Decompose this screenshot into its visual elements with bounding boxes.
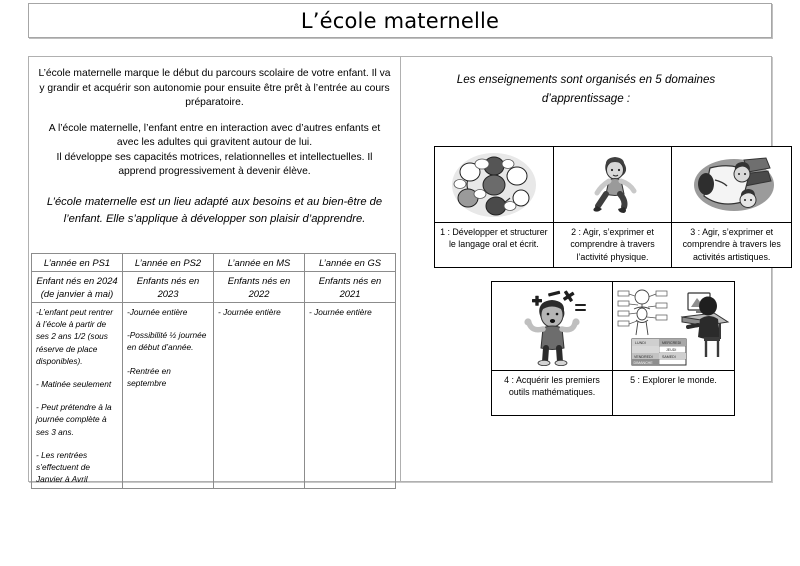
intro-paragraph-3: Il développe ses capacités motrices, relationnelles et intellectuelles. Il apprend progressivement à devenir élève. [56,151,373,177]
svg-text:DIMANCHE: DIMANCHE [633,361,653,365]
page-title: L’école maternelle [300,8,500,33]
svg-text:MERCREDI: MERCREDI [661,341,681,345]
table-cell-line: - Les rentrées s’effectuent de Janvier à Avril [36,449,90,485]
table-cell-line: -Possibilité ½ journée en début d’année. [127,330,207,353]
running-child-icon [554,147,672,223]
svg-text:VENDREDI: VENDREDI [633,355,653,359]
table-cell-gs [305,303,396,489]
domain-card-1 [435,147,554,267]
table-cell-line: -Journée entière [127,307,188,317]
table-cell-line: - Matinée seulement [36,379,112,390]
children-talking-circle-icon [435,147,553,223]
table-cell-line: - Journée entière [218,307,281,317]
table-subheader-row [32,272,396,303]
domain-card-4-caption: 4 : Acquérir les premiers outils mathématiques. [504,375,600,398]
domain-card-2 [554,147,673,267]
school-years-table [31,253,396,489]
table-cell-line: -L’enfant peut rentrer à l’école à partir de ses 2 ans 1/2 (sous réserve de place disponibles). [36,307,114,366]
svg-text:SAMEDI: SAMEDI [661,355,676,359]
domain-cards-row-top [434,146,792,268]
table-subheader-ms: Enfants nés en 2022 [214,272,305,303]
intro-paragraph-1: L’école maternelle marque le début du parcours scolaire de votre enfant. Il va y grandir et acquérir son autonomie pour ensuite être prêt à l’entrée au cours préparatoire. [38,68,391,108]
intro-text-block [37,67,392,228]
table-header-row [32,254,396,272]
table-cell-ms [214,303,305,489]
domain-card-1-caption: 1 : Développer et structurer le langage oral et écrit. [440,227,548,250]
page-title-banner [28,3,772,38]
child-with-math-symbols-icon [492,282,612,371]
domain-card-3-caption: 3 : Agir, s’exprimer et comprendre à travers les activités artistiques. [682,227,781,262]
domain-card-4 [492,282,613,415]
intro-paragraph-2: A l’école maternelle, l’enfant entre en interaction avec d’autres enfants et avec les adultes qui gravitent autour de lui. [48,122,381,148]
svg-text:JEUDI: JEUDI [665,348,676,352]
table-header-ms: L’année en MS [214,254,305,272]
domain-card-3 [672,147,791,267]
main-content-box [28,56,781,485]
intro-highlight-paragraph: L’école maternelle est un lieu adapté aux besoins et au bien-être de l’enfant. Elle s’applique à développer son plaisir d’apprendre. [46,195,383,225]
right-column [401,57,781,481]
table-cell-line: -Rentrée en septembre [127,365,171,388]
body-diagram-calendar-computer-icon [613,282,734,371]
table-subheader-ps2: Enfants nés en 2023 [123,272,214,303]
table-subheader-gs: Enfants nés en 2021 [305,272,396,303]
left-column [29,57,400,485]
table-header-ps2: L’année en PS2 [123,254,214,272]
domain-card-5-caption: 5 : Explorer le monde. [630,375,717,385]
table-header-ps1: L’année en PS1 [32,254,123,272]
children-painting-icon [672,147,791,223]
svg-text:LUNDI: LUNDI [634,341,646,345]
table-cell-ps1 [32,303,123,489]
domain-card-5 [613,282,734,415]
table-header-gs: L’année en GS [305,254,396,272]
domains-heading: Les enseignements sont organisés en 5 domaines d’apprentissage : [456,73,716,105]
table-subheader-ps1: Enfant nés en 2024 (de janvier à mai) [32,272,123,303]
table-body-row [32,303,396,489]
table-cell-line: - Journée entière [309,307,372,317]
domain-cards-row-bottom [491,281,735,416]
domain-card-2-caption: 2 : Agir, s’exprimer et comprendre à travers l’activité physique. [570,227,655,262]
table-cell-ps2 [123,303,214,489]
table-cell-line: - Peut prétendre à la journée complète à ses 3 ans. [36,402,112,437]
